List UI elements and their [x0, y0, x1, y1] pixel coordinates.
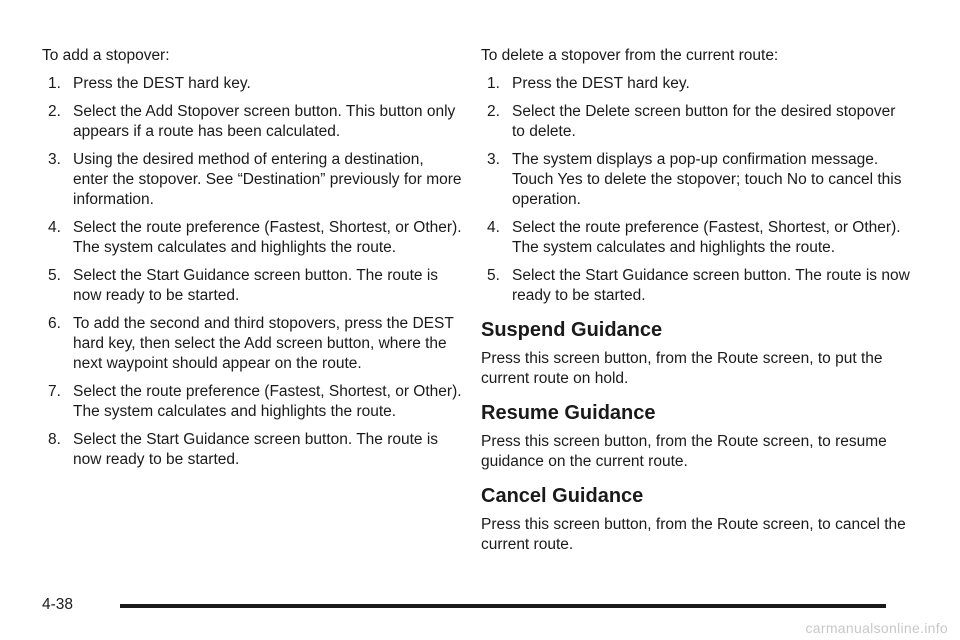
step-text: Press the DEST hard key. [73, 75, 251, 92]
step-text: Select the Add Stopover screen button. This button only appears if a route has been calculated. [73, 103, 456, 140]
list-item [42, 314, 462, 374]
list-item [481, 102, 911, 142]
step-text: Select the Start Guidance screen button. The route is now ready to be started. [73, 267, 439, 304]
section-heading-cancel-guidance: Cancel Guidance [481, 485, 644, 507]
step-number: 1. [48, 75, 61, 92]
step-text: Select the Delete screen button for the desired stopover to delete. [512, 103, 896, 140]
step-number: 5. [487, 267, 500, 284]
section-heading-resume-guidance: Resume Guidance [481, 402, 656, 424]
step-number: 6. [48, 315, 61, 332]
step-number: 7. [48, 383, 61, 400]
list-item [42, 430, 462, 470]
footer-rule [120, 604, 886, 608]
section-heading-suspend-guidance: Suspend Guidance [481, 319, 663, 341]
section-body-cancel-guidance: Press this screen button, from the Route screen, to cancel the current route. [481, 516, 906, 553]
section-body-suspend-guidance: Press this screen button, from the Route screen, to put the current route on hold. [481, 350, 883, 387]
step-number: 3. [48, 151, 61, 168]
delete-stopover-intro: To delete a stopover from the current route: [481, 47, 779, 64]
step-number: 8. [48, 431, 61, 448]
section-body-resume-guidance: Press this screen button, from the Route screen, to resume guidance on the current route. [481, 433, 887, 470]
list-item [42, 382, 462, 422]
list-item [42, 266, 462, 306]
step-text: To add the second and third stopovers, press the DEST hard key, then select the Add screen button, where the next waypoint should appear on the route. [73, 315, 454, 372]
step-text: The system displays a pop-up confirmation message. Touch Yes to delete the stopover; touch No to cancel this operation. [512, 151, 902, 208]
add-stopover-steps [42, 74, 462, 470]
list-item [42, 74, 462, 94]
list-item [481, 266, 911, 306]
list-item [42, 218, 462, 258]
step-number: 2. [487, 103, 500, 120]
list-item [481, 74, 911, 94]
step-number: 3. [487, 151, 500, 168]
add-stopover-intro: To add a stopover: [42, 47, 170, 64]
step-text: Select the route preference (Fastest, Shortest, or Other). The system calculates and highlights the route. [73, 383, 462, 420]
step-text: Select the route preference (Fastest, Shortest, or Other). The system calculates and highlights the route. [512, 219, 901, 256]
step-text: Select the Start Guidance screen button. The route is now ready to be started. [512, 267, 910, 304]
left-column [42, 46, 462, 478]
step-number: 2. [48, 103, 61, 120]
list-item [42, 102, 462, 142]
step-number: 4. [487, 219, 500, 236]
step-number: 5. [48, 267, 61, 284]
step-text: Using the desired method of entering a destination, enter the stopover. See “Destination” previously for more information. [73, 151, 462, 208]
list-item [481, 218, 911, 258]
list-item [481, 150, 911, 210]
list-item [42, 150, 462, 210]
step-number: 1. [487, 75, 500, 92]
watermark: carmanualsonline.info [805, 620, 948, 636]
step-number: 4. [48, 219, 61, 236]
step-text: Press the DEST hard key. [512, 75, 690, 92]
delete-stopover-steps [481, 74, 911, 306]
right-column [481, 46, 911, 555]
step-text: Select the Start Guidance screen button. The route is now ready to be started. [73, 431, 439, 468]
step-text: Select the route preference (Fastest, Shortest, or Other). The system calculates and highlights the route. [73, 219, 462, 256]
page-number: 4-38 [42, 596, 74, 613]
